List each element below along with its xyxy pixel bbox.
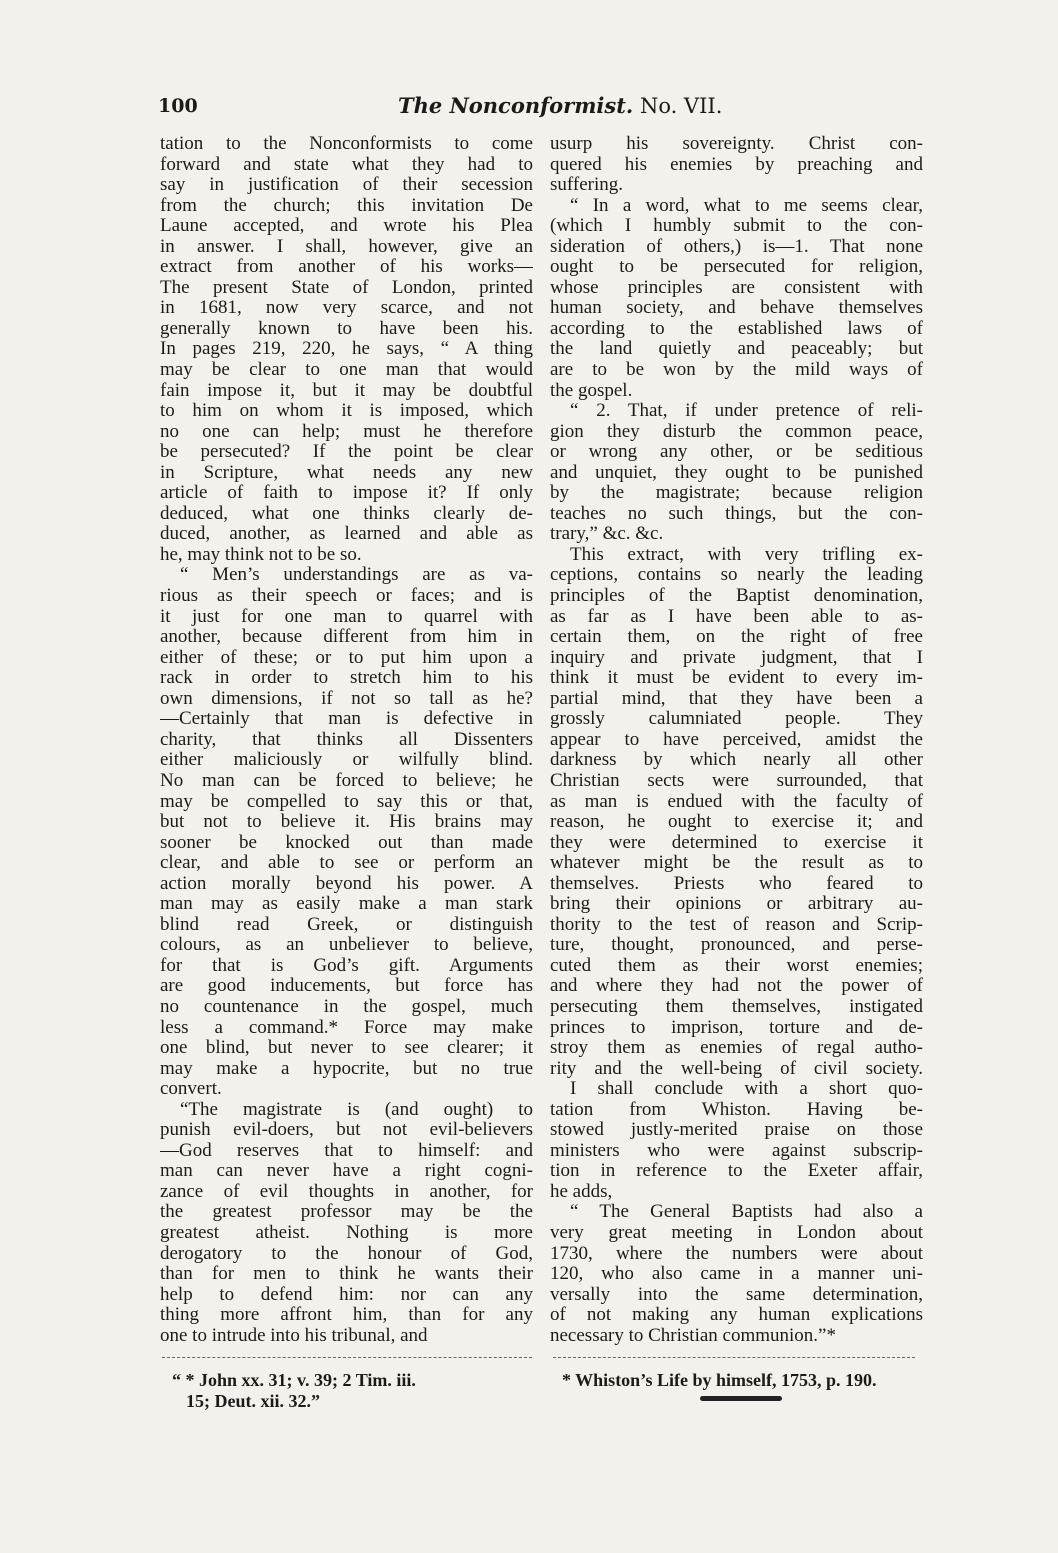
text-line: tation from Whiston. Having be- <box>550 1099 923 1120</box>
text-line: —Certainly that man is defective in <box>160 709 533 730</box>
text-line: be persecuted? If the point be clear <box>160 442 533 463</box>
text-line: he adds, <box>550 1181 613 1202</box>
page-number: 100 <box>158 95 198 117</box>
text-line: gion they disturb the common peace, <box>550 421 923 442</box>
text-line: The present State of London, printed <box>160 277 533 298</box>
text-line: blind read Greek, or distinguish <box>160 914 533 935</box>
text-line: he, may think not to be so. <box>160 544 362 565</box>
text-line: and unquiet, they ought to be punished <box>550 462 923 483</box>
text-line: ceptions, contains so nearly the leading <box>550 565 923 586</box>
text-line: partial mind, that they have been a <box>550 688 923 709</box>
text-line: one to intrude into his tribunal, and <box>160 1325 428 1346</box>
ink-smudge <box>700 1396 782 1401</box>
text-line: whatever might be the result as to <box>550 853 923 874</box>
text-line: I shall conclude with a short quo- <box>570 1079 923 1100</box>
text-line: In pages 219, 220, he says, “ A thing <box>160 339 533 360</box>
text-line: trary,” &c. &c. <box>550 524 664 545</box>
text-line: grossly calumniated people. They <box>550 709 923 730</box>
text-line: usurp his sovereignty. Christ con- <box>550 134 923 154</box>
text-line: but not to believe it. His brains may <box>160 812 533 833</box>
text-line: persecuting them themselves, instigated <box>550 996 923 1017</box>
text-line: no countenance in the gospel, much <box>160 996 533 1017</box>
text-line: reason, he ought to exercise it; and <box>550 812 923 833</box>
right-column <box>550 134 923 1346</box>
text-line: or wrong any other, or be seditious <box>550 442 923 463</box>
text-line: either of these; or to put him upon a <box>160 647 533 668</box>
text-line: help to defend him: nor can any <box>160 1284 533 1305</box>
text-line: greatest atheist. Nothing is more <box>160 1222 533 1243</box>
text-line: inquiry and private judgment, that I <box>550 647 923 668</box>
text-line: may be clear to one man that would <box>160 360 533 381</box>
text-line: 1730, where the numbers were about <box>550 1243 923 1264</box>
text-line: for that is God’s gift. Arguments <box>160 955 533 976</box>
text-line: This extract, with very trifling ex- <box>570 544 923 565</box>
text-line: article of faith to impose it? If only <box>160 483 533 504</box>
text-line: rack in order to stretch him to his <box>160 668 533 689</box>
text-line: versally into the same determination, <box>550 1284 923 1305</box>
text-line: “ 2. That, if under pretence of reli- <box>570 401 923 422</box>
text-line: say in justification of their secession <box>160 175 533 196</box>
text-line: extract from another of his works— <box>160 257 533 278</box>
text-line: rity and the well-being of civil society. <box>550 1058 923 1079</box>
text-line: deduced, what one thinks clearly de- <box>160 503 533 524</box>
text-line: the greatest professor may be the <box>160 1202 533 1223</box>
text-line: very great meeting in London about <box>550 1222 923 1243</box>
text-line: ministers who were against subscrip- <box>550 1140 923 1161</box>
text-line: charity, that thinks all Dissenters <box>160 729 533 750</box>
text-line: (which I humbly submit to the con- <box>550 216 923 237</box>
footnote-right: * Whiston’s Life by himself, 1753, p. 190. <box>562 1370 877 1390</box>
text-line: think it must be evident to every im- <box>550 668 923 689</box>
text-line: appear to have perceived, amidst the <box>550 729 923 750</box>
text-line: “ In a word, what to me seems clear, <box>570 195 923 216</box>
text-line: “ The General Baptists had also a <box>570 1202 923 1223</box>
running-title: The Nonconformist. <box>398 93 634 118</box>
text-line: as man is endued with the faculty of <box>550 791 923 812</box>
text-line: than for men to think he wants their <box>160 1264 533 1285</box>
text-line: according to the established laws of <box>550 318 923 339</box>
text-line: man may as easily make a man stark <box>160 894 533 915</box>
text-line: 120, who also came in a manner uni- <box>550 1264 923 1285</box>
footnote-rule-right <box>553 1357 915 1358</box>
text-line: forward and state what they had to <box>160 154 533 175</box>
text-line: in 1681, now very scarce, and not <box>160 298 533 319</box>
text-line: principles of the Baptist denomination, <box>550 586 923 607</box>
text-line: man can never have a right cogni- <box>160 1161 533 1182</box>
text-line: no one can help; must he therefore <box>160 421 533 442</box>
text-line: zance of evil thoughts in another, for <box>160 1181 533 1202</box>
text-line: human society, and behave themselves <box>550 298 923 319</box>
text-line: own dimensions, if not so tall as he? <box>160 688 533 709</box>
text-line: “ Men’s understandings are as va- <box>180 565 533 586</box>
text-line: clear, and able to see or perform an <box>160 853 533 874</box>
text-line: tion in reference to the Exeter affair, <box>550 1161 923 1182</box>
footnote-left <box>172 1370 416 1412</box>
text-line: in Scripture, what needs any new <box>160 462 533 483</box>
text-line: duced, another, as learned and able as <box>160 524 533 545</box>
text-line: are good inducements, but force has <box>160 976 533 997</box>
text-line: convert. <box>160 1079 222 1100</box>
text-line: themselves. Priests who feared to <box>550 873 923 894</box>
text-line: another, because different from him in <box>160 627 533 648</box>
text-line: either maliciously or wilfully blind. <box>160 750 533 771</box>
text-line: sideration of others,) is—1. That none <box>550 236 923 257</box>
text-line: sooner be knocked out than made <box>160 832 533 853</box>
text-line: derogatory to the honour of God, <box>160 1243 533 1264</box>
text-line: princes to imprison, torture and de- <box>550 1017 923 1038</box>
footnote-rule-left <box>162 1357 532 1358</box>
text-line: quered his enemies by preaching and <box>550 154 923 175</box>
text-line: from the church; this invitation De <box>160 195 533 216</box>
text-line: one blind, but never to see clearer; it <box>160 1038 533 1059</box>
text-line: “The magistrate is (and ought) to <box>180 1099 533 1120</box>
text-line: to him on whom it is imposed, which <box>160 401 533 422</box>
footnote-left-line: 15; Deut. xii. 32.” <box>186 1391 320 1411</box>
text-line: may be compelled to say this or that, <box>160 791 533 812</box>
text-line: as far as I have been able to as- <box>550 606 923 627</box>
text-line: certain them, on the right of free <box>550 627 923 648</box>
text-line: suffering. <box>550 175 623 196</box>
text-line: teaches no such things, but the con- <box>550 503 923 524</box>
text-line: tation to the Nonconformists to come <box>160 134 533 154</box>
text-line: of not making any human explications <box>550 1305 923 1326</box>
text-line: Christian sects were surrounded, that <box>550 770 923 791</box>
text-line: bring their opinions or arbitrary au- <box>550 894 923 915</box>
text-line: colours, as an unbeliever to believe, <box>160 935 533 956</box>
text-line: by the magistrate; because religion <box>550 483 923 504</box>
text-line: No man can be forced to believe; he <box>160 770 533 791</box>
text-line: thing more affront him, than for any <box>160 1305 533 1326</box>
text-line: ture, thought, pronounced, and perse- <box>550 935 923 956</box>
text-line: may make a hypocrite, but no true <box>160 1058 533 1079</box>
text-line: the land quietly and peaceably; but <box>550 339 923 360</box>
text-line: Laune accepted, and wrote his Plea <box>160 216 533 237</box>
text-line: it just for one man to quarrel with <box>160 606 533 627</box>
text-line: punish evil-doers, but not evil-believers <box>160 1120 533 1141</box>
text-line: whose principles are consistent with <box>550 277 923 298</box>
text-line: and where they had not the power of <box>550 976 923 997</box>
text-line: less a command.* Force may make <box>160 1017 533 1038</box>
text-line: stowed justly-merited praise on those <box>550 1120 923 1141</box>
text-line: rious as their speech or faces; and is <box>160 586 533 607</box>
text-line: darkness by which nearly all other <box>550 750 923 771</box>
text-line: necessary to Christian communion.”* <box>550 1325 836 1346</box>
text-line: in answer. I shall, however, give an <box>160 236 533 257</box>
text-line: thority to the test of reason and Scrip- <box>550 914 923 935</box>
text-line: the gospel. <box>550 380 633 401</box>
text-line: fain impose it, but it may be doubtful <box>160 380 533 401</box>
running-head <box>398 93 722 118</box>
text-line: stroy them as enemies of regal autho- <box>550 1038 923 1059</box>
footnote-left-line: “ * John xx. 31; v. 39; 2 Tim. iii. <box>172 1370 416 1390</box>
issue-number: No. VII. <box>639 94 723 118</box>
text-line: cuted them as their worst enemies; <box>550 955 923 976</box>
text-line: ought to be persecuted for religion, <box>550 257 923 278</box>
text-line: they were determined to exercise it <box>550 832 923 853</box>
text-line: are to be won by the mild ways of <box>550 360 923 381</box>
left-column <box>160 134 533 1346</box>
text-line: action morally beyond his power. A <box>160 873 533 894</box>
text-line: generally known to have been his. <box>160 318 533 339</box>
text-line: —God reserves that to himself: and <box>160 1140 533 1161</box>
